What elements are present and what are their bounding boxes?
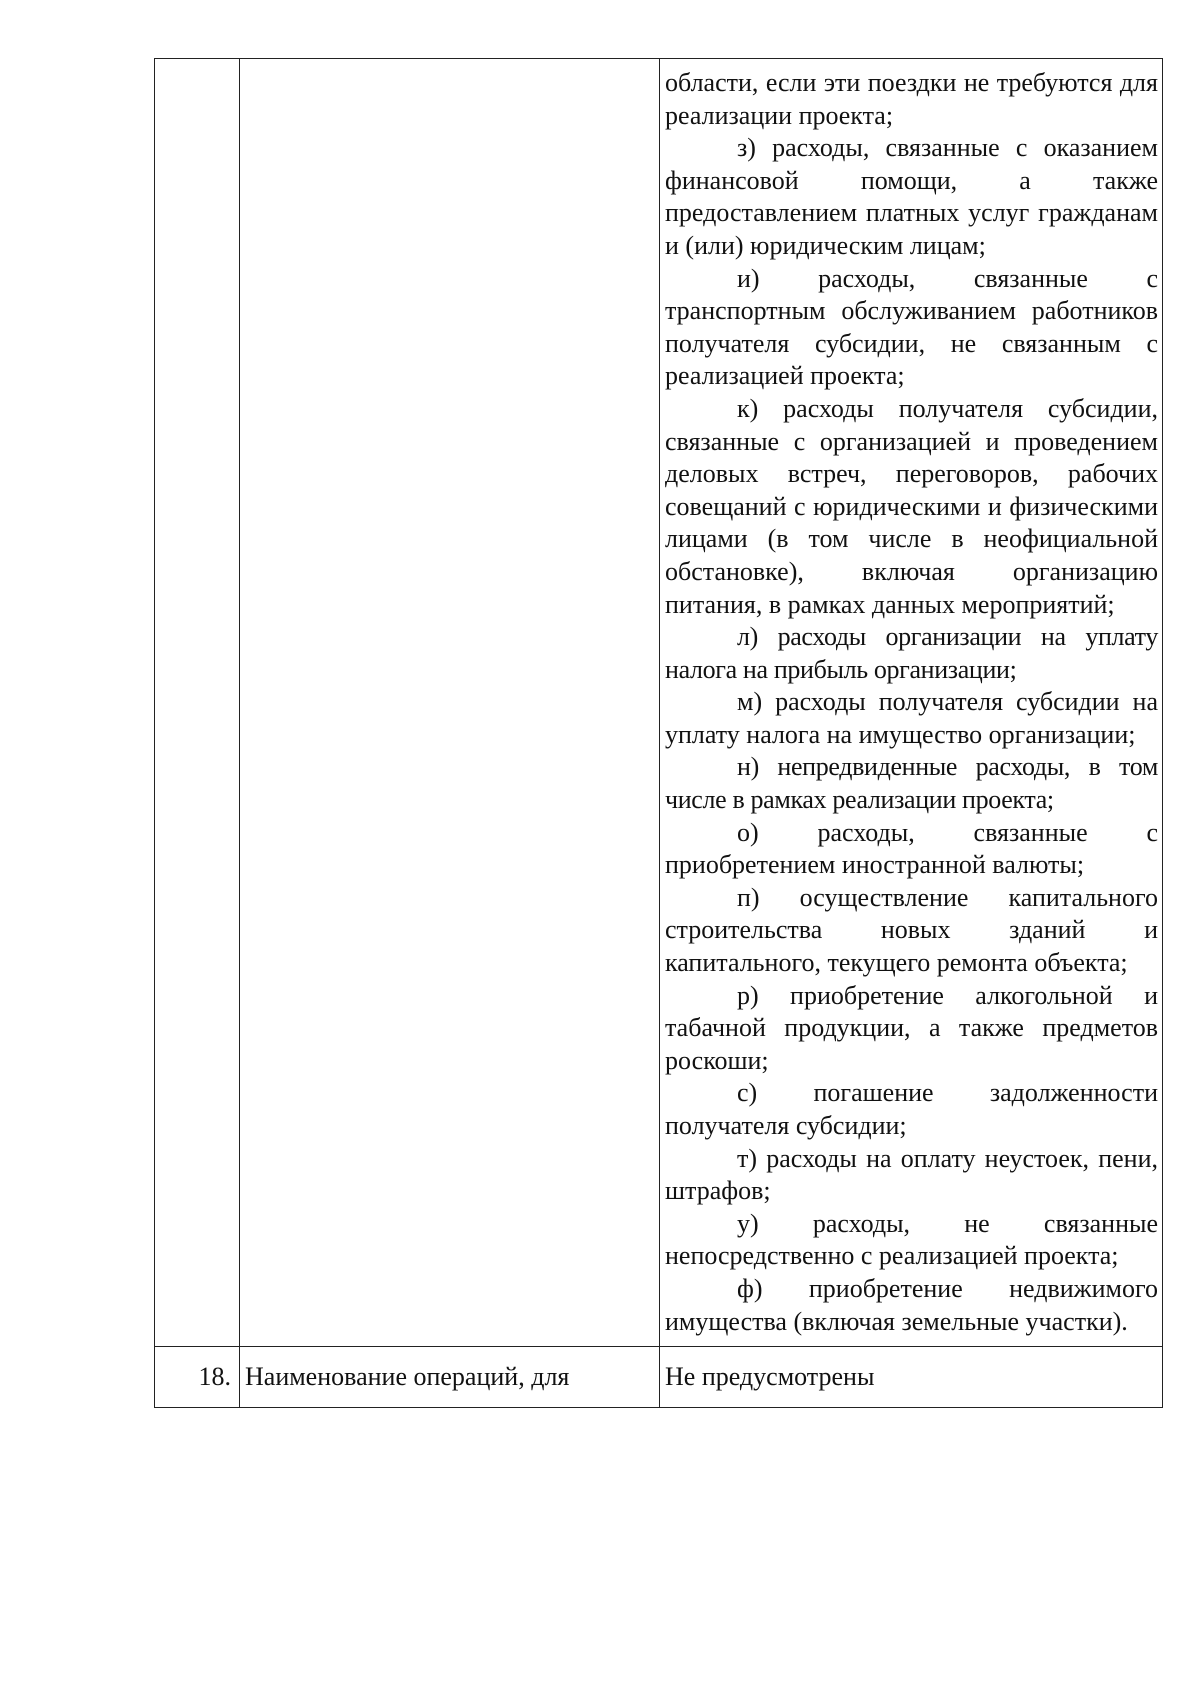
list-item: з) расходы, связанные с оказанием финансовой помощи, а также предоставлением платных услуг гражданам и (или) юридическим лицам; <box>665 133 1158 260</box>
list-item: л) расходы организации на уплату налога на прибыль организации; <box>665 622 1158 684</box>
list-item: о) расходы, связанные с приобретением иностранной валюты; <box>665 817 1158 880</box>
list-item: р) приобретение алкогольной и табачной продукции, а также предметов роскоши; <box>665 980 1158 1075</box>
table-row-18 <box>155 1347 1163 1408</box>
table-row-continued <box>155 59 1163 1347</box>
document-table <box>154 58 1163 1408</box>
row-name-cell <box>240 59 660 1347</box>
row-number-cell <box>155 59 240 1347</box>
list-item: с) погашение задолженности получателя субсидии; <box>665 1078 1158 1140</box>
list-item: к) расходы получателя субсидии, связанные с организацией и проведением деловых встреч, переговоров, рабочих совещаний с юридическими и физическими лицами (в том числе в неофициальной обстановке), включая организацию питания, в рамках данных мероприятий; <box>665 393 1158 619</box>
list-item: ф) приобретение недвижимого имущества (включая земельные участки). <box>665 1273 1158 1336</box>
list-item: и) расходы, связанные с транспортным обслуживанием работников получателя субсидии, не связанным с реализацией проекта; <box>665 263 1158 391</box>
list-item: п) осуществление капитального строительства новых зданий и капитального, текущего ремонта объекта; <box>665 882 1158 978</box>
row-description-cell: Не предусмотрены <box>660 1347 1163 1408</box>
list-item: н) непредвиденные расходы, в том числе в рамках реализации проекта; <box>665 752 1158 815</box>
row-name-cell: Наименование операций, для <box>240 1347 660 1408</box>
list-item: т) расходы на оплату неустоек, пени, штрафов; <box>665 1143 1158 1206</box>
row-description-cell <box>660 59 1163 1347</box>
list-item: м) расходы получателя субсидии на уплату налога на имущество организации; <box>665 687 1158 749</box>
list-item: у) расходы, не связанные непосредственно с реализацией проекта; <box>665 1208 1158 1271</box>
row-number-cell: 18. <box>155 1347 240 1408</box>
description-intro: области, если эти поездки не требуются для реализации проекта; <box>665 68 1158 130</box>
